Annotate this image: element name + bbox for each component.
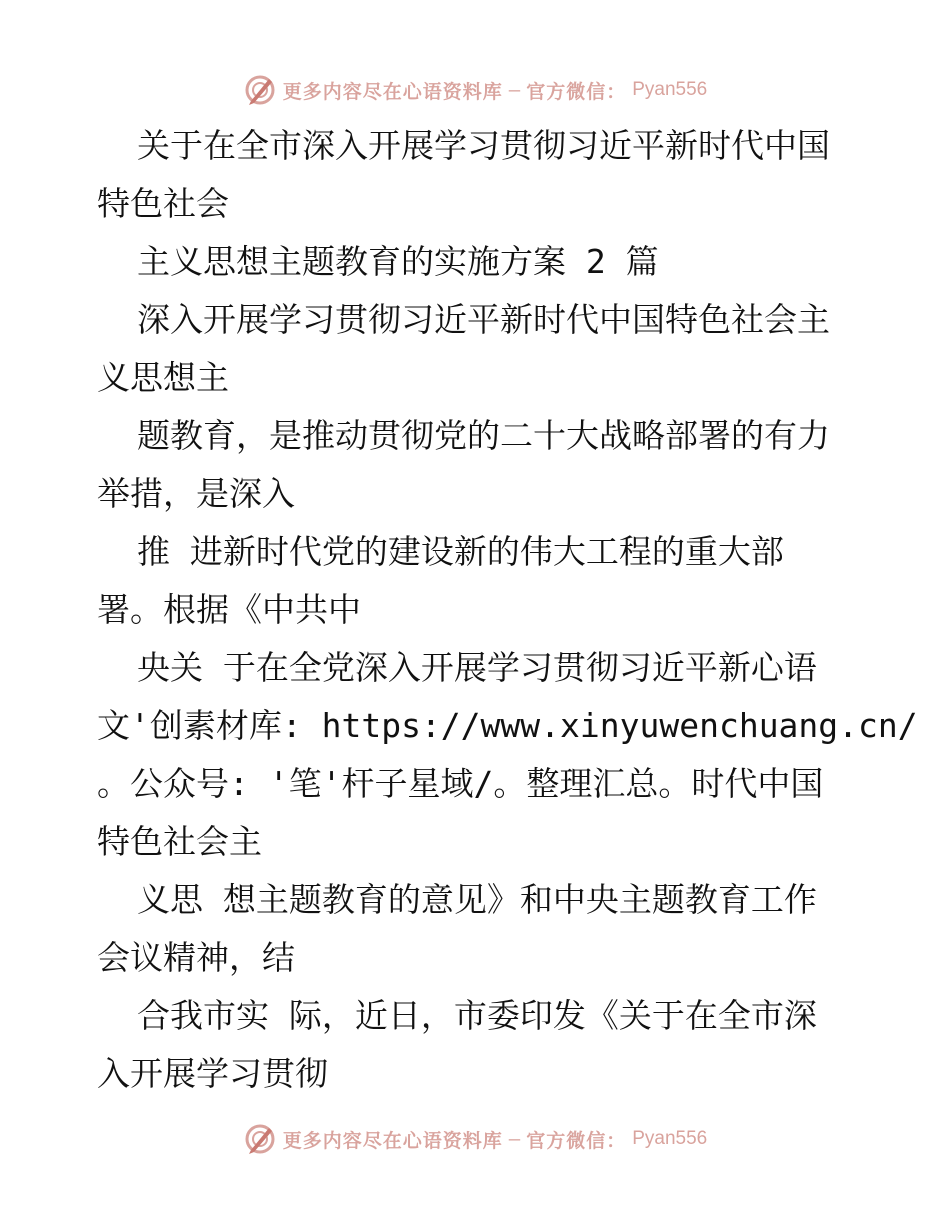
banner-wechat-id: Pyan556	[632, 79, 708, 100]
text-line: 特色社会	[97, 184, 229, 223]
header-banner	[0, 70, 950, 110]
banner-dash: —	[508, 1128, 521, 1150]
banner-wechat-label: 官方微信：	[526, 80, 627, 103]
pen-logo-icon	[243, 1122, 277, 1156]
text-line: 署。根据《中共中	[97, 590, 361, 629]
banner-dash: —	[508, 79, 521, 101]
text-line: 入开展学习贯彻	[97, 1054, 328, 1093]
text-line: 特色社会主	[97, 822, 262, 861]
text-line: 关于在全市深入开展学习贯彻习近平新时代中国	[137, 126, 830, 165]
banner-wechat-label: 官方微信：	[526, 1129, 627, 1152]
text-line: 。公众号: '笔'杆子星域/。整理汇总。时代中国	[97, 764, 824, 803]
text-line: 举措，是深入	[97, 474, 295, 513]
document-body	[97, 117, 918, 1103]
text-line: 央关 于在全党深入开展学习贯彻习近平新心语	[137, 648, 817, 687]
text-line: 义思 想主题教育的意见》和中央主题教育工作	[137, 880, 817, 919]
text-line: 义思想主	[97, 358, 229, 397]
text-line: 深入开展学习贯彻习近平新时代中国特色社会主	[137, 300, 830, 339]
text-line: 题教育，是推动贯彻党的二十大战略部署的有力	[137, 416, 830, 455]
text-line: 合我市实 际，近日，市委印发《关于在全市深	[137, 996, 817, 1035]
footer-banner	[0, 1119, 950, 1159]
text-line: 主义思想主题教育的实施方案 2 篇	[137, 242, 659, 281]
banner-slogan: 更多内容尽在心语资料库	[282, 1129, 503, 1152]
pen-logo-icon	[243, 73, 277, 107]
text-line: 会议精神，结	[97, 938, 295, 977]
text-line: 推 进新时代党的建设新的伟大工程的重大部	[137, 532, 784, 571]
banner-slogan: 更多内容尽在心语资料库	[282, 80, 503, 103]
text-line: 文'创素材库: https://www.xinyuwenchuang.cn/	[97, 706, 918, 745]
banner-wechat-id: Pyan556	[632, 1128, 708, 1149]
